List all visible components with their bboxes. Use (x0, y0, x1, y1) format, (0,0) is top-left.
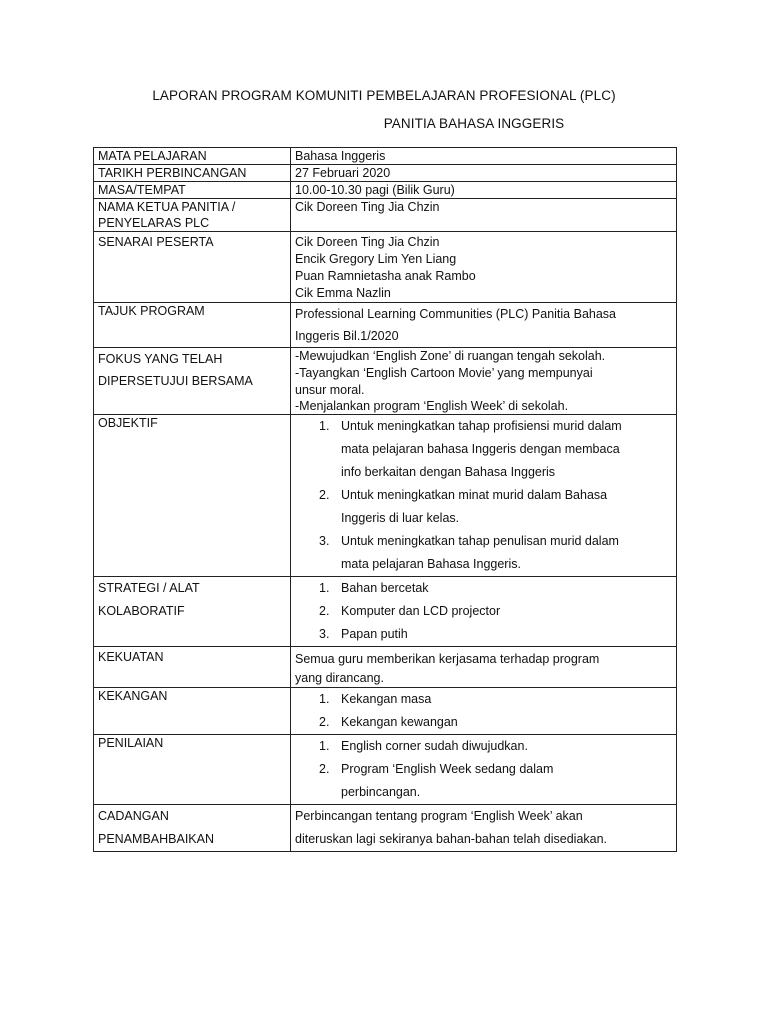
row-value-line: yang dirancang. (295, 671, 384, 685)
list-number: 3. (319, 627, 330, 641)
focus-line: unsur moral. (295, 383, 365, 397)
table-row-mata-pelajaran (94, 148, 677, 165)
value-cell (291, 232, 677, 303)
value-cell (291, 303, 677, 348)
label-cell (94, 165, 291, 182)
table-row-kekangan (94, 688, 677, 735)
list-number: 2. (319, 604, 330, 618)
table-row-kekuatan (94, 647, 677, 688)
participant-name: Cik Doreen Ting Jia Chzin (295, 235, 440, 249)
row-value-line: diteruskan lagi sekiranya bahan-bahan telah disediakan. (295, 832, 608, 846)
list-item-line: Inggeris di luar kelas. (341, 511, 460, 525)
list-number: 1. (319, 419, 330, 433)
label-cell (94, 647, 291, 688)
list-item-line: mata pelajaran Bahasa Inggeris. (341, 557, 521, 571)
table-row-fokus (94, 348, 677, 415)
table-row-objektif (94, 415, 677, 577)
objective-list (295, 415, 672, 576)
table-row-tarikh (94, 165, 677, 182)
label-cell (94, 348, 291, 415)
value-cell (291, 165, 677, 182)
focus-line: -Menjalankan program ‘English Week’ di sekolah. (295, 399, 569, 413)
list-item (319, 600, 672, 623)
label-cell (94, 232, 291, 303)
list-item-text: Kekangan masa (341, 692, 432, 706)
table-row-ketua (94, 199, 677, 232)
row-value: Cik Doreen Ting Jia Chzin (295, 200, 440, 214)
label-cell (94, 805, 291, 852)
row-label: KEKUATAN (98, 650, 164, 664)
row-label: TAJUK PROGRAM (98, 304, 205, 318)
list-number: 2. (319, 488, 330, 502)
row-label: MASA/TEMPAT (98, 183, 186, 197)
label-cell (94, 148, 291, 165)
label-cell (94, 577, 291, 647)
row-value: Bahasa Inggeris (295, 149, 386, 163)
label-cell (94, 199, 291, 232)
list-item (319, 530, 672, 576)
value-cell (291, 199, 677, 232)
row-label: MATA PELAJARAN (98, 149, 207, 163)
list-item-line: Untuk meningkatkan tahap penulisan murid dalam (341, 534, 619, 548)
list-number: 2. (319, 715, 330, 729)
strategy-list (295, 577, 672, 646)
row-label-line: PENYELARAS PLC (98, 216, 210, 230)
value-cell (291, 148, 677, 165)
list-item (319, 711, 672, 734)
value-cell (291, 577, 677, 647)
participant-name: Cik Emma Nazlin (295, 286, 391, 300)
row-label-line: DIPERSETUJUI BERSAMA (98, 374, 253, 388)
evaluation-list (295, 735, 672, 804)
row-label: SENARAI PESERTA (98, 235, 214, 249)
row-label-line: NAMA KETUA PANITIA / (98, 200, 236, 214)
list-item-line: English corner sudah diwujudkan. (341, 739, 528, 753)
value-cell (291, 348, 677, 415)
participant-name: Puan Ramnietasha anak Rambo (295, 269, 476, 283)
label-cell (94, 415, 291, 577)
list-item (319, 688, 672, 711)
report-table (93, 147, 677, 852)
row-value-line: Perbincangan tentang program ‘English Week’ akan (295, 809, 583, 823)
list-item (319, 758, 672, 804)
value-cell (291, 735, 677, 805)
list-number: 1. (319, 581, 330, 595)
table-row-strategi (94, 577, 677, 647)
list-item-line: perbincangan. (341, 785, 421, 799)
label-cell (94, 182, 291, 199)
row-label-line: PENAMBAHBAIKAN (98, 832, 215, 846)
row-value: 10.00-10.30 pagi (Bilik Guru) (295, 183, 455, 197)
row-value-line: Professional Learning Communities (PLC) Panitia Bahasa (295, 307, 616, 321)
list-item-line: Untuk meningkatkan minat murid dalam Bahasa (341, 488, 608, 502)
list-item-text: Bahan bercetak (341, 581, 429, 595)
list-item-line: Program ‘English Week sedang dalam (341, 762, 554, 776)
list-number: 2. (319, 762, 330, 776)
row-value-line: Inggeris Bil.1/2020 (295, 329, 399, 343)
list-item (319, 623, 672, 646)
label-cell (94, 303, 291, 348)
list-item-line: mata pelajaran bahasa Inggeris dengan membaca (341, 442, 620, 456)
list-item-text: Papan putih (341, 627, 408, 641)
table-row-cadangan (94, 805, 677, 852)
label-cell (94, 735, 291, 805)
participant-name: Encik Gregory Lim Yen Liang (295, 252, 457, 266)
row-label-line: CADANGAN (98, 809, 169, 823)
table-row-tajuk (94, 303, 677, 348)
row-label: TARIKH PERBINCANGAN (98, 166, 247, 180)
table-row-penilaian (94, 735, 677, 805)
table-row-masa (94, 182, 677, 199)
row-label-line: STRATEGI / ALAT (98, 581, 200, 595)
list-item-text: Komputer dan LCD projector (341, 604, 501, 618)
list-item (319, 735, 672, 758)
value-cell (291, 415, 677, 577)
value-cell (291, 647, 677, 688)
list-number: 1. (319, 692, 330, 706)
list-number: 1. (319, 739, 330, 753)
list-item (319, 484, 672, 530)
focus-line: -Mewujudkan ‘English Zone’ di ruangan tengah sekolah. (295, 349, 606, 363)
list-item-text: Kekangan kewangan (341, 715, 458, 729)
focus-line: -Tayangkan ‘English Cartoon Movie’ yang mempunyai (295, 366, 593, 380)
row-label: OBJEKTIF (98, 416, 158, 430)
row-label: PENILAIAN (98, 736, 164, 750)
constraint-list (295, 688, 672, 734)
row-label-line: KOLABORATIF (98, 604, 185, 618)
row-value: 27 Februari 2020 (295, 166, 391, 180)
list-item-line: info berkaitan dengan Bahasa Inggeris (341, 465, 556, 479)
row-label-line: FOKUS YANG TELAH (98, 352, 223, 366)
list-item (319, 577, 672, 600)
value-cell (291, 805, 677, 852)
report-subtitle: PANITIA BAHASA INGGERIS (383, 116, 565, 131)
value-cell (291, 688, 677, 735)
row-label: KEKANGAN (98, 689, 168, 703)
value-cell (291, 182, 677, 199)
list-number: 3. (319, 534, 330, 548)
list-item (319, 415, 672, 484)
row-value-line: Semua guru memberikan kerjasama terhadap program (295, 652, 600, 666)
list-item-line: Untuk meningkatkan tahap profisiensi murid dalam (341, 419, 622, 433)
label-cell (94, 688, 291, 735)
report-title: LAPORAN PROGRAM KOMUNITI PEMBELAJARAN PROFESIONAL (PLC) (152, 88, 616, 103)
table-row-peserta (94, 232, 677, 303)
